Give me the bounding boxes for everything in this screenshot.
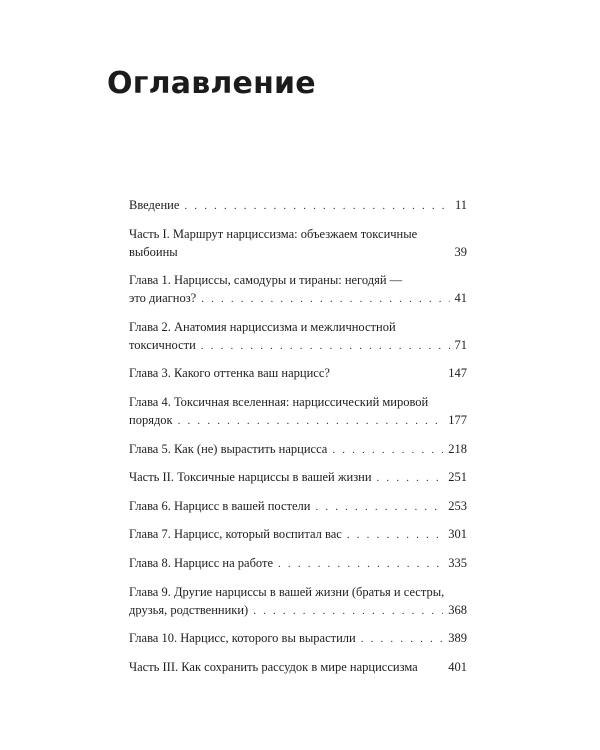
dot-leader [253, 602, 443, 620]
toc-page-number: 41 [454, 291, 467, 306]
toc-entry-title: друзья, родственники) [129, 602, 249, 617]
dot-leader [332, 441, 443, 459]
toc-entry-title: Введение [129, 198, 180, 212]
toc-entry [129, 658, 467, 676]
toc-page-number: 251 [448, 470, 467, 485]
toc-entry-title: это диагноз? [129, 291, 197, 306]
toc-entry-title: Глава 3. Какого оттенка ваш нарцисс? [129, 366, 330, 381]
dot-leader [347, 526, 443, 544]
dot-leader [315, 498, 443, 516]
toc-entry [129, 225, 467, 261]
toc-entry-title-line: Глава 9. Другие нарциссы в вашей жизни (братья и сестры, [129, 584, 445, 599]
toc-entry-title-line: Часть I. Маршрут нарциссизма: объезжаем токсичные [129, 226, 418, 241]
toc-entry-title: порядок [129, 412, 173, 427]
page-title: Оглавление [107, 66, 316, 101]
toc-page-number: 401 [448, 659, 467, 674]
toc-page-number: 39 [454, 244, 467, 259]
toc-entry [129, 393, 467, 429]
toc-entry-title: Глава 6. Нарцисс в вашей постели [129, 498, 311, 513]
toc-entry-title: Часть III. Как сохранить рассудок в мире нарциссизма [129, 659, 418, 674]
toc-page-number: 71 [454, 337, 467, 352]
dot-leader [201, 290, 449, 308]
toc-entry-title: Глава 8. Нарцисс на работе [129, 555, 274, 570]
toc-entry-title: Глава 10. Нарцисс, которого вы вырастили [129, 631, 356, 646]
toc-page-number: 218 [448, 441, 467, 456]
toc-entry-title: выбоины [129, 244, 178, 259]
toc-entry [129, 271, 467, 307]
toc-entry [129, 554, 467, 572]
toc-entry [129, 583, 467, 619]
toc-entry-title-line: Глава 1. Нарциссы, самодуры и тираны: негодяй — [129, 273, 403, 288]
toc-page-number: 177 [448, 412, 467, 427]
dot-leader [178, 412, 444, 430]
toc-entry [129, 196, 467, 214]
toc-entry [129, 525, 467, 543]
toc-entry-title: Глава 5. Как (не) вырастить нарцисса [129, 441, 328, 456]
toc-entry-title: Глава 7. Нарцисс, который воспитал вас [129, 527, 342, 542]
toc-entry [129, 364, 467, 382]
dot-leader [184, 197, 450, 215]
toc-entry [129, 629, 467, 647]
dot-leader [361, 630, 444, 648]
toc-entry-title-line: Глава 2. Анатомия нарциссизма и межличностной [129, 319, 396, 334]
toc-page-number: 389 [448, 631, 467, 646]
toc-entry [129, 468, 467, 486]
dot-leader [278, 555, 443, 573]
toc-page-number: 335 [448, 555, 467, 570]
toc-page-number: 11 [454, 198, 467, 212]
toc-page-number: 368 [448, 602, 467, 617]
dot-leader [201, 337, 450, 355]
toc-entry [129, 497, 467, 515]
dot-leader [377, 469, 444, 487]
toc-page-number: 301 [448, 527, 467, 542]
toc-page-number: 253 [448, 498, 467, 513]
table-of-contents [129, 196, 467, 686]
toc-entry-title: токсичности [129, 337, 196, 352]
toc-entry [129, 318, 467, 354]
toc-entry-title: Часть II. Токсичные нарциссы в вашей жизни [129, 470, 372, 485]
toc-page-number: 147 [448, 366, 467, 381]
toc-entry-title-line: Глава 4. Токсичная вселенная: нарциссический мировой [129, 394, 429, 409]
toc-entry [129, 440, 467, 458]
